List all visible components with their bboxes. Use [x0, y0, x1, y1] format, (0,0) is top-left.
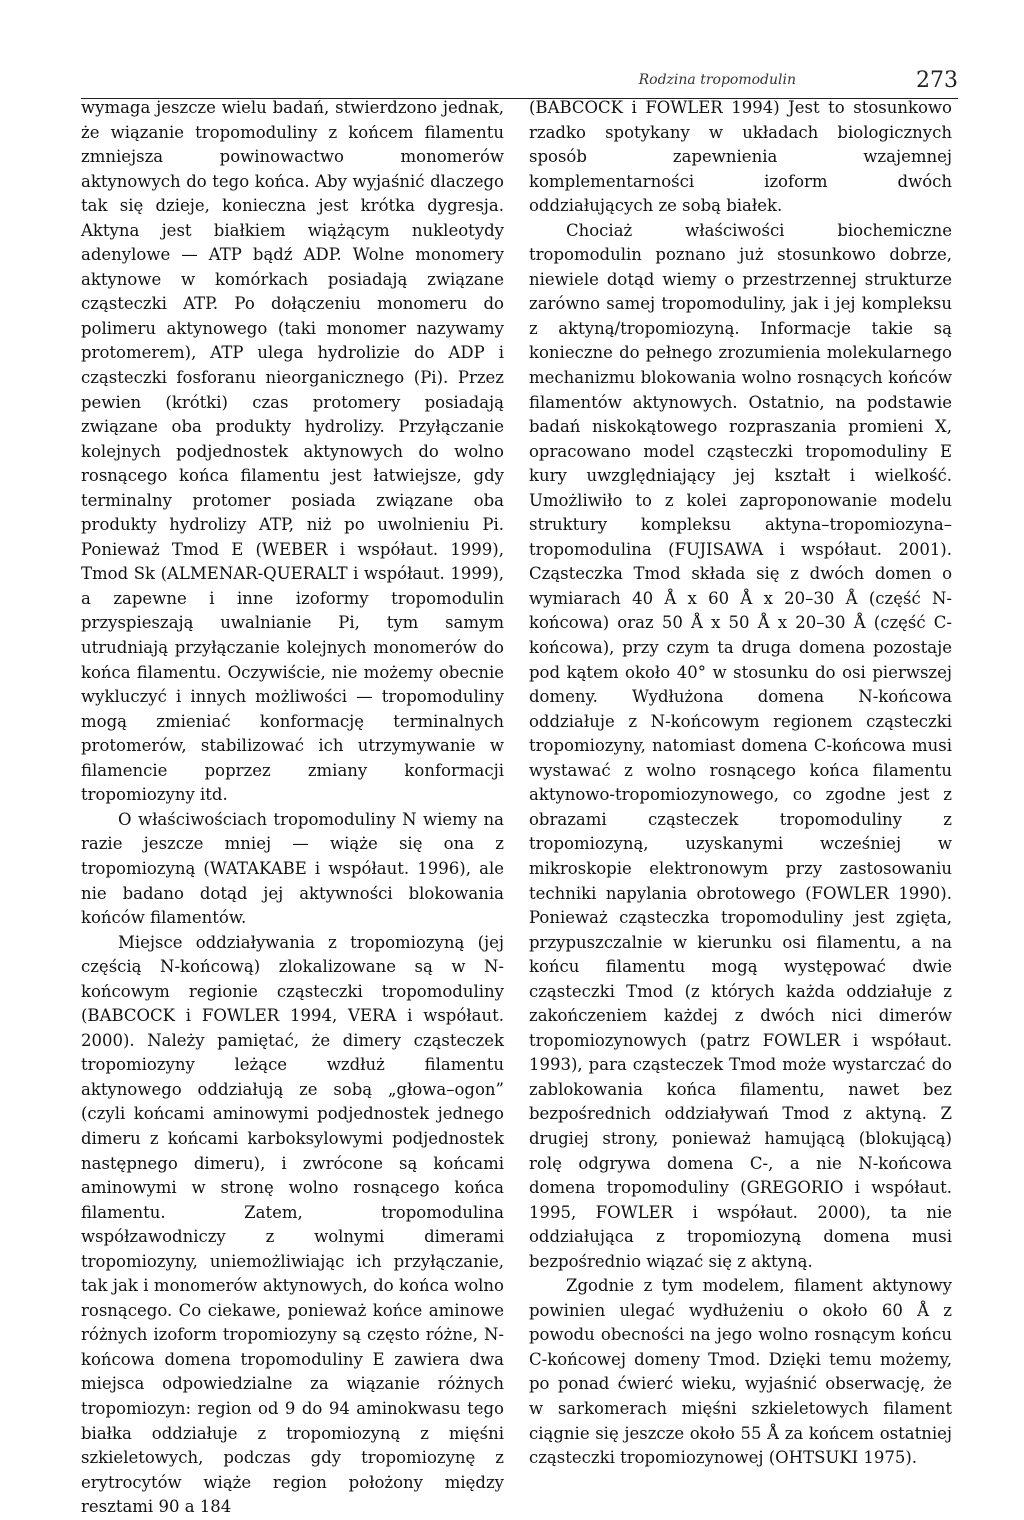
left-column	[81, 96, 504, 1520]
running-title: Rodzina tropomodulin	[638, 72, 796, 88]
running-header	[81, 62, 958, 99]
right-column	[529, 96, 952, 1471]
page-number: 273	[916, 68, 958, 93]
paragraph: Chociaż właściwości biochemiczne tropomodulin poznano już stosunkowo dobrze, niewiele dotąd wiemy o przestrzennej strukturze zarówno samej tropomoduliny, jak i jej kompleksu z aktyną/tropomiozyną. Informacje takie są konieczne do pełnego zrozumienia molekularnego mechanizmu blokowania wolno rosnących końców filamentów aktynowych. Ostatnio, na podstawie badań niskokątowego rozpraszania promieni X, opracowano model cząsteczki tropomoduliny E kury uwzględniający jej kształt i wielkość. Umożliwiło to z kolei zaproponowanie modelu struktury kompleksu aktyna–tropomiozyna–tropomodulina (FUJISAWA i współaut. 2001). Cząsteczka Tmod składa się z dwóch domen o wymiarach 40 Å x 60 Å x 20–30 Å (część N-końcowa) oraz 50 Å x 50 Å x 20–30 Å (część C-końcowa), przy czym ta druga domena pozostaje pod kątem około 40° w stosunku do osi pierwszej domeny. Wydłużona domena N-końcowa oddziałuje z N-końcowym regionem cząsteczki tropomiozyny, natomiast domena C-końcowa musi wystawać z wolno rosnącego końca filamentu aktynowo-tropomiozynowego, co zgodne jest z obrazami cząsteczek tropomoduliny z tropomiozyną, uzyskanymi wcześniej w mikroskopie elektronowym przy zastosowaniu techniki napylania obrotowego (FOWLER 1990). Ponieważ cząsteczka tropomoduliny jest zgięta, przypuszczalnie w kierunku osi filamentu, a na końcu filamentu mogą występować dwie cząsteczki Tmod (z których każda oddziałuje z zakończeniem każdej z dwóch nici dimerów tropomiozynowych (patrz FOWLER i współaut. 1993), para cząsteczek Tmod może wystarczać do zablokowania końca filamentu, nawet bez bezpośrednich oddziaływań Tmod z aktyną. Z drugiej strony, ponieważ hamującą (blokującą) rolę odgrywa domena C-, a nie N-końcowa domena tropomoduliny (GREGORIO i współaut. 1995, FOWLER i współaut. 2000), ta nie oddziałująca z tropomiozyną domena musi bezpośrednio wiązać się z aktyną.	[529, 220, 952, 1271]
paragraph: O właściwościach tropomoduliny N wiemy na razie jeszcze mniej — wiąże się ona z tropomiozyną (WATAKABE i współaut. 1996), ale nie badano dotąd jej aktywności blokowania końców filamentów.	[81, 809, 504, 928]
paragraph: Miejsce oddziaływania z tropomiozyną (jej częścią N-końcową) zlokalizowane są w N-końcowym regionie cząsteczki tropomoduliny (BABCOCK i FOWLER 1994, VERA i współaut. 2000). Należy pamiętać, że dimery cząsteczek tropomiozyny leżące wzdłuż filamentu aktynowego oddziałują ze sobą „głowa–ogon” (czyli końcami aminowymi podjednostek jednego dimeru z końcami karboksylowymi podjednostek następnego dimeru), i zwrócone są końcami aminowymi w stronę wolno rosnącego końca filamentu. Zatem, tropomodulina współzawodniczy z wolnymi dimerami tropomiozyny, uniemożliwiając ich przyłączanie, tak jak i monomerów aktynowych, do końca wolno rosnącego. Co ciekawe, ponieważ końce aminowe różnych izoform tropomiozyny są często różne, N-końcowa domena tropomoduliny E zawiera dwa miejsca odpowiedzialne za wiązanie różnych tropomiozyn: region od 9 do 94 aminokwasu tego białka oddziałuje z tropomiozyną z mięśni szkieletowych, podczas gdy tropomiozynę z erytrocytów wiąże region położony między resztami 90 a 184	[81, 932, 504, 1517]
paragraph: Zgodnie z tym modelem, filament aktynowy powinien ulegać wydłużeniu o około 60 Å z powodu obecności na jego wolno rosnącym końcu C-końcowej domeny Tmod. Dzięki temu możemy, po ponad ćwierć wieku, wyjaśnić obserwację, że w sarkomerach mięśni szkieletowych filament ciągnie się jeszcze około 55 Å za końcem ostatniej cząsteczki tropomiozynowej (OHTSUKI 1975).	[529, 1276, 952, 1468]
paragraph: wymaga jeszcze wielu badań, stwierdzono jednak, że wiązanie tropomoduliny z końcem filamentu zmniejsza powinowactwo monomerów aktynowych do tego końca. Aby wyjaśnić dlaczego tak się dzieje, konieczna jest krótka dygresja. Aktyna jest białkiem wiążącym nukleotydy adenylowe — ATP bądź ADP. Wolne monomery aktynowe w komórkach posiadają związane cząsteczki ATP. Po dołączeniu monomeru do polimeru aktynowego (taki monomer nazywamy protomerem), ATP ulega hydrolizie do ADP i cząsteczki fosforanu nieorganicznego (Pi). Przez pewien (krótki) czas protomery posiadają związane oba produkty hydrolizy. Przyłączanie kolejnych podjednostek aktynowych do wolno rosnącego końca filamentu jest łatwiejsze, gdy terminalny protomer posiada związane oba produkty hydrolizy ATP, niż po uwolnieniu Pi. Ponieważ Tmod E (WEBER i współaut. 1999), Tmod Sk (ALMENAR-QUERALT i współaut. 1999), a zapewne i inne izoformy tropomodulin przyspieszają uwalnianie Pi, tym samym utrudniają przyłączanie kolejnych monomerów do końca filamentu. Oczywiście, nie możemy obecnie wykluczyć i innych możliwości — tropomoduliny mogą zmieniać konformację terminalnych protomerów, stabilizować ich utrzymywanie w filamencie poprzez zmiany konformacji tropomiozyny itd.	[81, 98, 504, 805]
paragraph: (BABCOCK i FOWLER 1994) Jest to stosunkowo rzadko spotykany w układach biologicznych sposób zapewnienia wzajemnej komplementarności izoform dwóch oddziałujących ze sobą białek.	[529, 98, 952, 216]
